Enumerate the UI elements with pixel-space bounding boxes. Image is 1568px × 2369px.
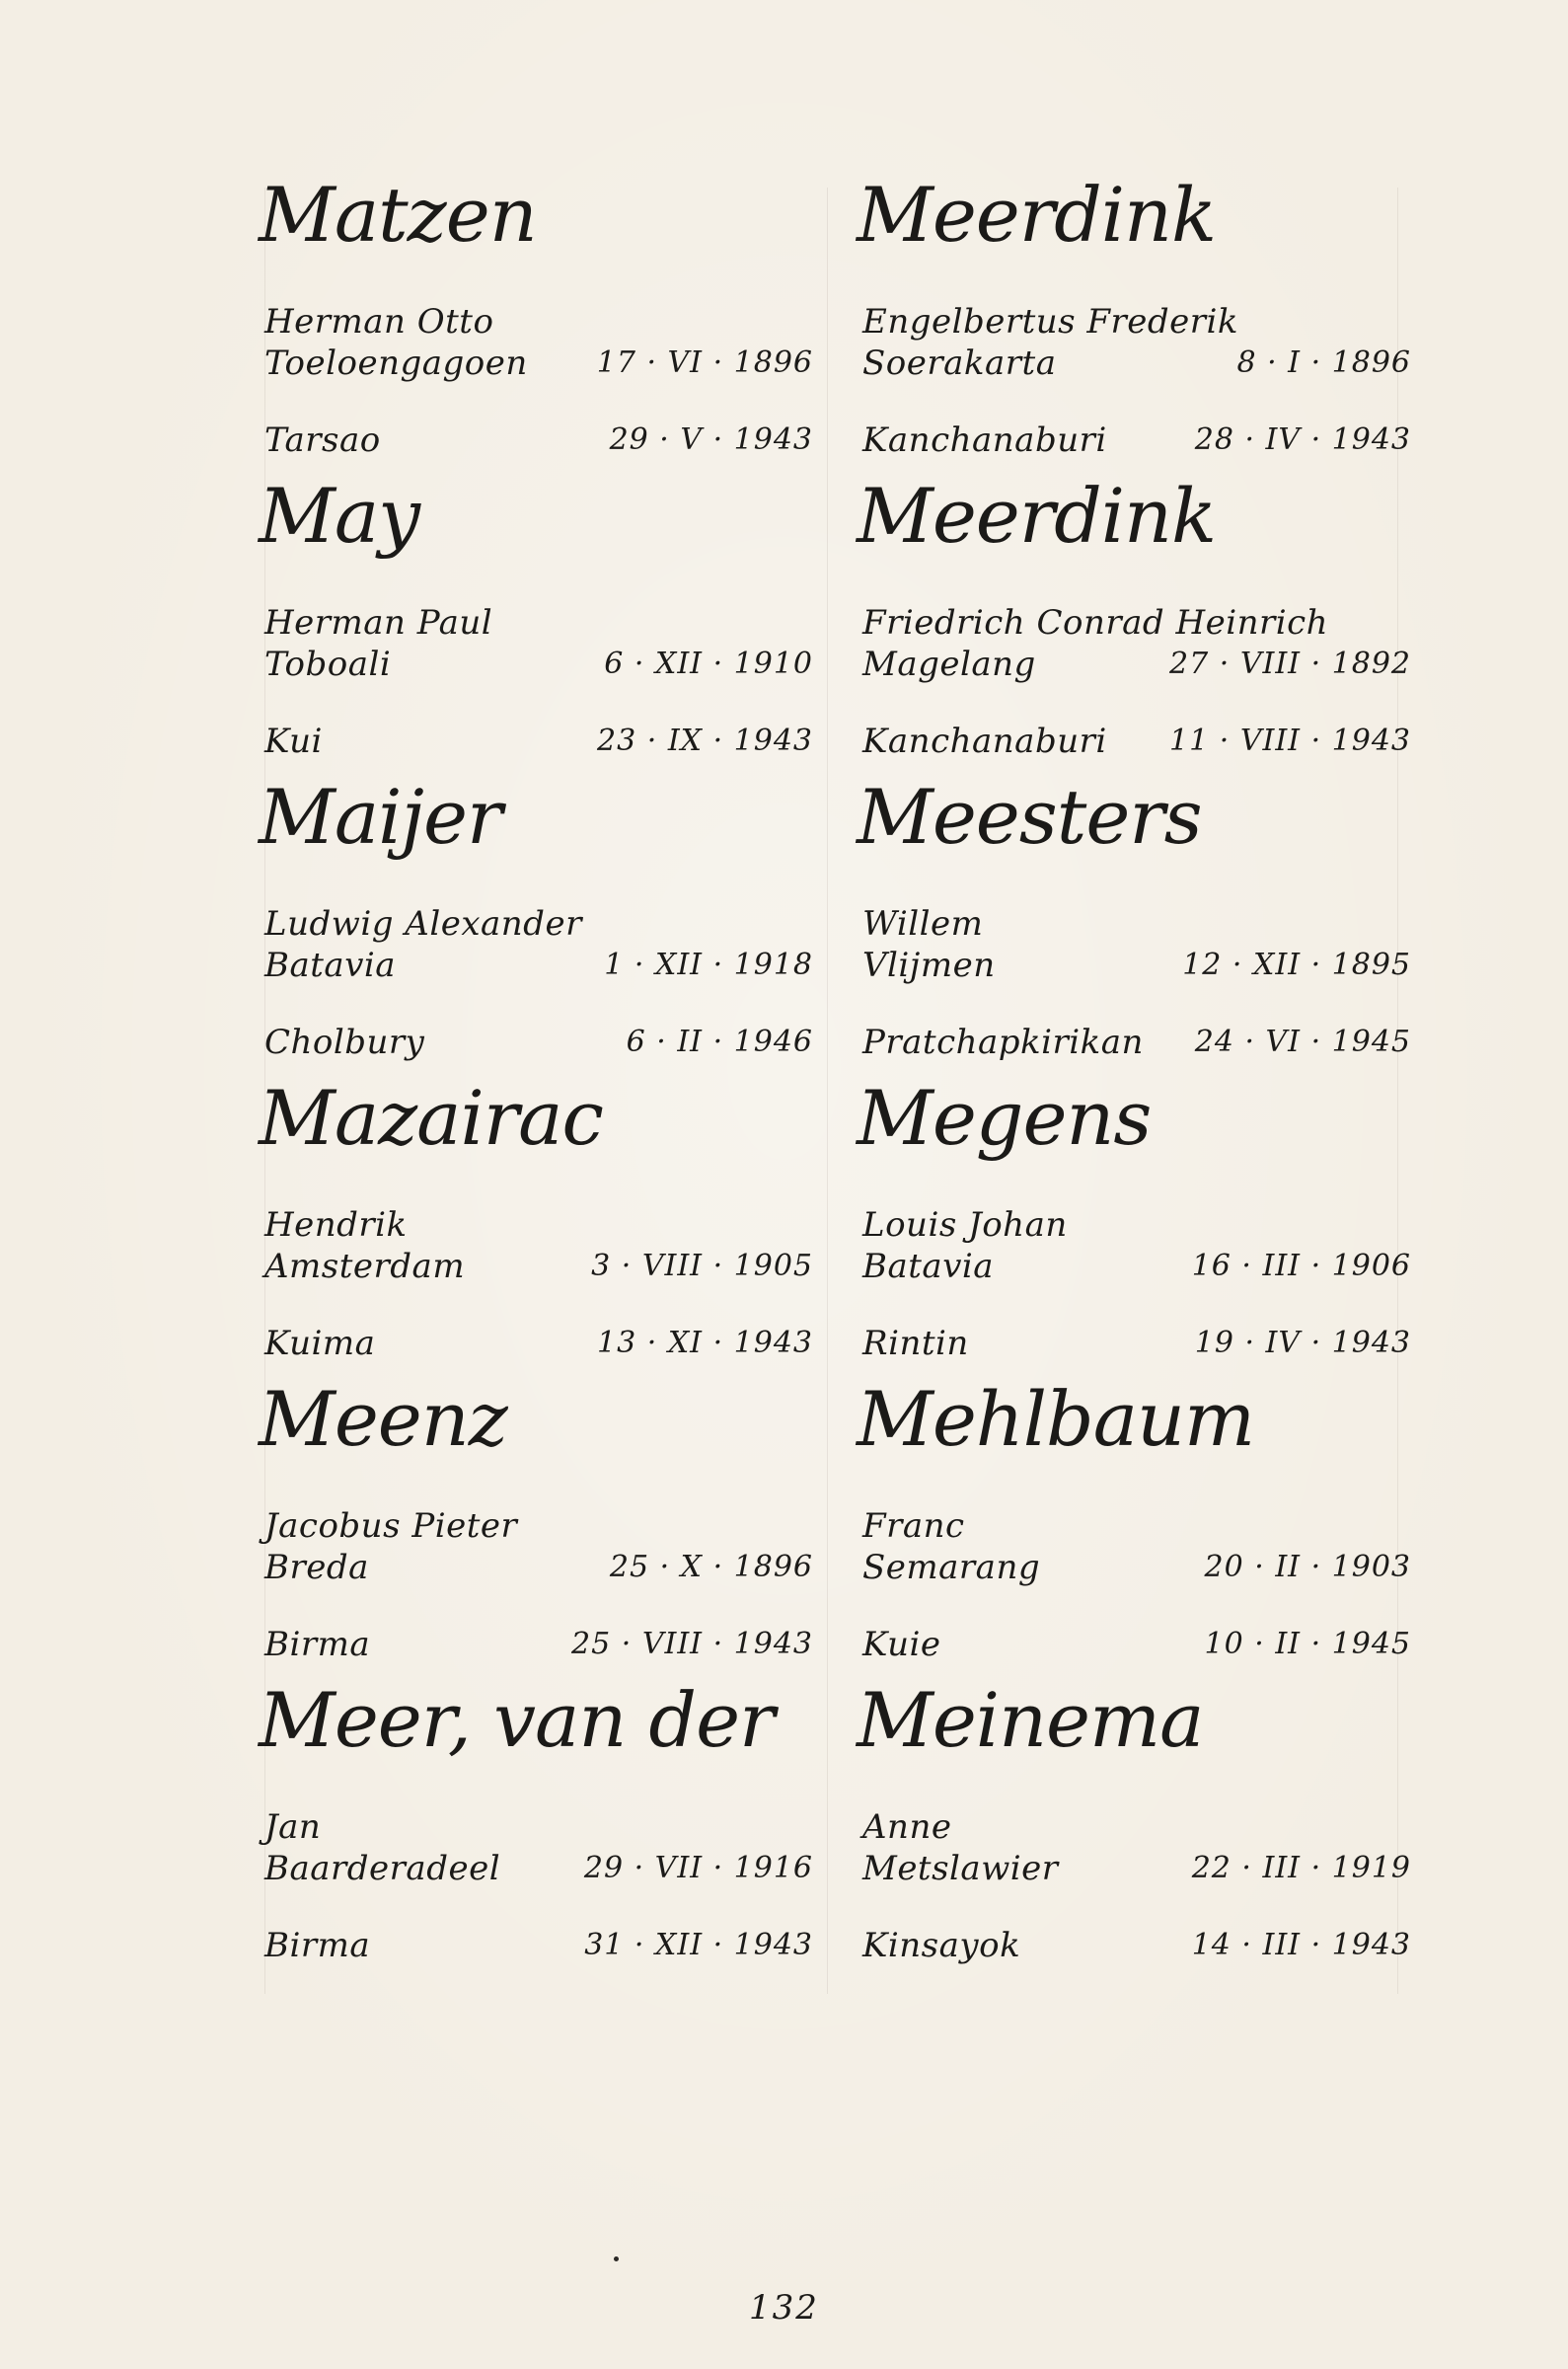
birth-place: Magelang	[862, 645, 1036, 684]
given-names: Ludwig Alexander	[264, 904, 582, 944]
ink-dot	[614, 2256, 619, 2261]
surname: Meerdink	[857, 472, 1217, 560]
given-names: Willem	[862, 904, 984, 944]
birth-place: Breda	[264, 1548, 369, 1587]
death-place: Birma	[264, 1926, 371, 1965]
birth-date: 12 · XII · 1895	[1182, 948, 1411, 982]
death-place: Kuie	[862, 1625, 941, 1664]
surname: Mazairac	[259, 1074, 603, 1162]
birth-place: Toeloengagoen	[264, 344, 528, 383]
birth-date: 3 · VIII · 1905	[591, 1249, 813, 1283]
left-column	[259, 168, 811, 1974]
surname: Meerdink	[857, 171, 1217, 259]
birth-place: Semarang	[862, 1548, 1041, 1587]
given-names: Engelbertus Frederik	[862, 302, 1239, 342]
birth-place: Amsterdam	[264, 1247, 466, 1286]
death-place: Cholbury	[264, 1023, 425, 1062]
birth-place: Toboali	[264, 645, 392, 684]
entry-meesters	[857, 770, 1409, 1071]
death-place: Tarsao	[264, 420, 381, 460]
death-date: 13 · XI · 1943	[597, 1326, 813, 1360]
birth-place: Baarderadeel	[264, 1849, 501, 1888]
death-place: Birma	[264, 1625, 371, 1664]
surname: Megens	[857, 1074, 1152, 1162]
birth-date: 22 · III · 1919	[1191, 1851, 1411, 1885]
death-date: 6 · II · 1946	[626, 1025, 813, 1059]
surname: Matzen	[259, 171, 537, 259]
surname: Meenz	[259, 1375, 507, 1463]
death-date: 19 · IV · 1943	[1194, 1326, 1411, 1360]
surname: May	[259, 472, 420, 560]
given-names: Hendrik	[264, 1205, 408, 1245]
entry-meenz	[259, 1372, 811, 1673]
death-place: Pratchapkirikan	[862, 1023, 1144, 1062]
death-place: Kui	[264, 722, 323, 761]
given-names: Jan	[264, 1807, 322, 1847]
birth-place: Soerakarta	[862, 344, 1057, 383]
birth-place: Batavia	[862, 1247, 995, 1286]
right-column	[857, 168, 1409, 1974]
entry-may	[259, 469, 811, 770]
death-date: 29 · V · 1943	[609, 422, 813, 457]
given-names: Anne	[862, 1807, 952, 1847]
death-date: 14 · III · 1943	[1191, 1928, 1411, 1962]
death-place: Kanchanaburi	[862, 420, 1107, 460]
entry-maijer	[259, 770, 811, 1071]
page-number: 132	[749, 2288, 819, 2328]
entry-matzen	[259, 168, 811, 469]
entry-meinema	[857, 1673, 1409, 1974]
death-date: 28 · IV · 1943	[1194, 422, 1411, 457]
surname: Meesters	[857, 773, 1202, 861]
death-date: 31 · XII · 1943	[584, 1928, 813, 1962]
given-names: Louis Johan	[862, 1205, 1068, 1245]
birth-date: 25 · X · 1896	[609, 1550, 813, 1584]
birth-date: 20 · II · 1903	[1204, 1550, 1411, 1584]
death-place: Kanchanaburi	[862, 722, 1107, 761]
entry-megens	[857, 1071, 1409, 1372]
entry-meerdink-2	[857, 469, 1409, 770]
death-place: Kuima	[264, 1324, 376, 1363]
given-names: Friedrich Conrad Heinrich	[862, 603, 1329, 643]
surname: Maijer	[259, 773, 502, 861]
given-names: Herman Paul	[264, 603, 493, 643]
birth-place: Batavia	[264, 946, 397, 985]
entry-mazairac	[259, 1071, 811, 1372]
given-names: Herman Otto	[264, 302, 494, 342]
death-date: 23 · IX · 1943	[597, 724, 813, 758]
birth-date: 1 · XII · 1918	[604, 948, 813, 982]
surname: Mehlbaum	[857, 1375, 1255, 1463]
death-date: 25 · VIII · 1943	[571, 1627, 813, 1661]
birth-date: 29 · VII · 1916	[583, 1851, 813, 1885]
death-place: Kinsayok	[862, 1926, 1021, 1965]
entry-mehlbaum	[857, 1372, 1409, 1673]
birth-date: 16 · III · 1906	[1191, 1249, 1411, 1283]
given-names: Franc	[862, 1506, 965, 1546]
guide-line-middle	[827, 188, 828, 1994]
death-date: 10 · II · 1945	[1204, 1627, 1411, 1661]
death-date: 11 · VIII · 1943	[1169, 724, 1411, 758]
birth-date: 27 · VIII · 1892	[1169, 647, 1411, 681]
given-names: Jacobus Pieter	[264, 1506, 518, 1546]
death-date: 24 · VI · 1945	[1194, 1025, 1411, 1059]
birth-place: Vlijmen	[862, 946, 996, 985]
entry-meerdink-1	[857, 168, 1409, 469]
surname: Meer, van der	[259, 1676, 775, 1764]
birth-date: 6 · XII · 1910	[604, 647, 813, 681]
birth-date: 8 · I · 1896	[1236, 345, 1411, 380]
surname: Meinema	[857, 1676, 1204, 1764]
death-place: Rintin	[862, 1324, 969, 1363]
birth-date: 17 · VI · 1896	[596, 345, 813, 380]
entry-meer-van-der	[259, 1673, 811, 1974]
birth-place: Metslawier	[862, 1849, 1059, 1888]
